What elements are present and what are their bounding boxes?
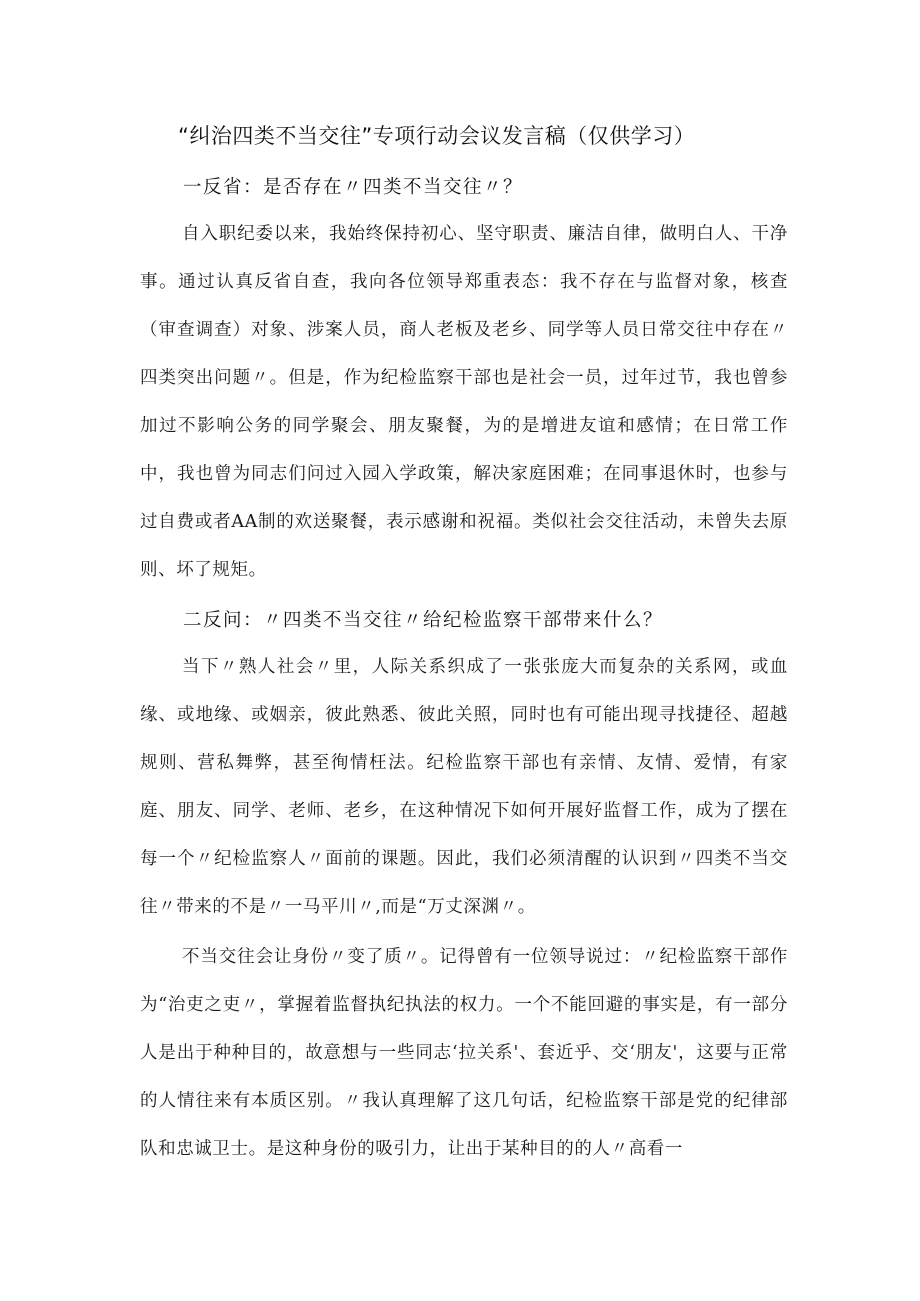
paragraph-acquaintance-society: 当下〃熟人社会〃里，人际关系织成了一张张庞大而复杂的关系网，或血缘、或地缘、或姻亲，彼此熟悉、彼此关照，同时也有可能出现寻找捷径、超越规则、营私舞弊，甚至徇情枉法。纪检监察干部也有亲情、友情、爱情，有家庭、朋友、同学、老师、老乡，在这种情况下如何开展好监督工作，成为了摆在每一个〃纪检监察人〃面前的课题。因此，我们必须清醒的认识到〃四类不当交往〃带来的不是〃一马平川〃,而是“万丈深渊〃。 [140, 657, 788, 917]
section-heading-question: 二反问：〃四类不当交往〃给纪检监察干部带来什么？ [183, 610, 664, 631]
paragraph-self-review: 自入职纪委以来，我始终保持初心、坚守职责、廉洁自律，做明白人、干净事。通过认真反省自查，我向各位领导郑重表态：我不存在与监督对象，核查（审查调查）对象、涉案人员，商人老板及老乡、同学等人员日常交往中存在〃四类突出问题〃。但是，作为纪检监察干部也是社会一员，过年过节，我也曾参加过不影响公务的同学聚会、朋友聚餐，为的是增进友谊和感情；在日常工作中，我也曾为同志们问过入园入学政策，解决家庭困难；在同事退休时，也参与过自费或者AA制的欢送聚餐，表示感谢和祝福。类似社会交往活动，未曾失去原则、坏了规矩。 [140, 224, 788, 580]
document-title: “纠治四类不当交往”专项行动会议发言稿（仅供学习） [178, 124, 696, 148]
section-heading-reflection: 一反省：是否存在〃四类不当交往〃？ [183, 177, 524, 198]
paragraph-identity-change: 不当交往会让身份〃变了质〃。记得曾有一位领导说过：〃纪检监察干部作为“治吏之吏〃，掌握着监督执纪执法的权力。一个不能回避的事实是，有一部分人是出于种种目的，故意想与一些同志‘拉关系'、套近乎、交‘朋友'，这要与正常的人情往来有本质区别。〃我认真理解了这几句话，纪检监察干部是党的纪律部队和忠诚卫士。是这种身份的吸引力，让出于某种目的的人〃高看一 [140, 947, 788, 1159]
